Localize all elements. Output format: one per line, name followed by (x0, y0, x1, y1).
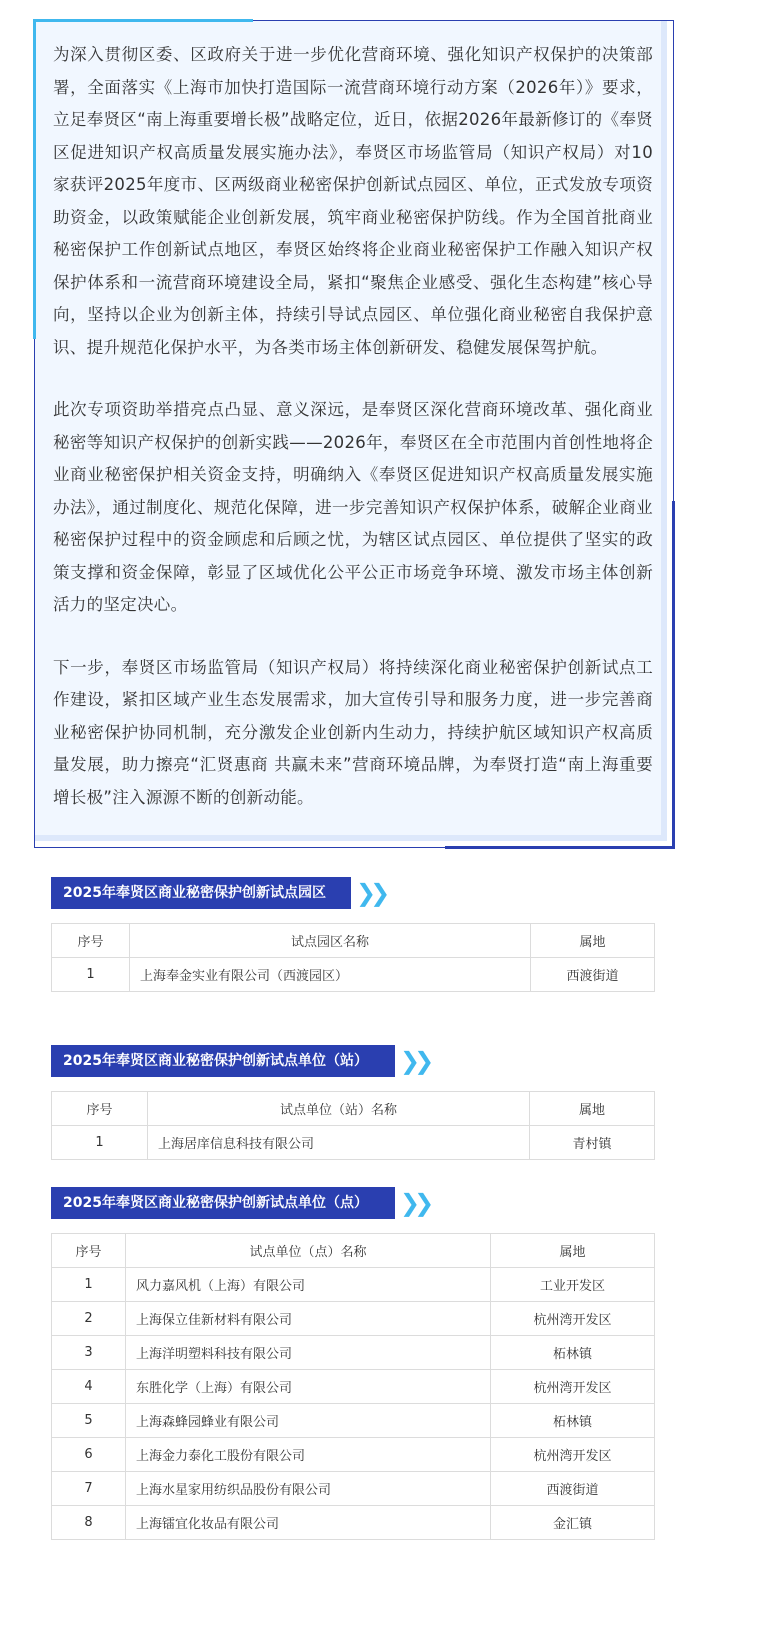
cell-name: 上海奉金实业有限公司（西渡园区） (130, 958, 531, 992)
cell-area: 柘林镇 (491, 1404, 655, 1438)
cell-name: 上海金力泰化工股份有限公司 (126, 1438, 491, 1472)
section-title: 2025年奉贤区商业秘密保护创新试点单位（点） (51, 1187, 395, 1219)
cell-index: 1 (52, 958, 130, 992)
double-chevron-right-icon: ❯❯ (356, 879, 385, 907)
col-header-index: 序号 (52, 924, 130, 958)
table-row (52, 1336, 655, 1370)
table-row (52, 1438, 655, 1472)
article-paragraph: 此次专项资助举措亮点凸显、意义深远，是奉贤区深化营商环境改革、强化商业秘密等知识产权保护的创新实践——2026年，奉贤区在全市范围内首创性地将企业商业秘密保护相关资金支持，明确纳入《奉贤区促进知识产权高质量发展实施办法》，通过制度化、规范化保障，进一步完善知识产权保护体系，破解企业商业秘密保护过程中的资金顾虑和后顾之忧，为辖区试点园区、单位提供了坚实的政策支撑和资金保障，彰显了区域优化公平公正市场竞争环境、激发市场主体创新活力的坚定决心。 (53, 400, 653, 614)
cell-area: 青村镇 (530, 1126, 655, 1160)
table-header-row (52, 1092, 655, 1126)
cell-area: 西渡街道 (491, 1472, 655, 1506)
cell-area: 金汇镇 (491, 1506, 655, 1540)
section-title: 2025年奉贤区商业秘密保护创新试点单位（站） (51, 1045, 395, 1077)
article-body (53, 39, 653, 844)
cell-index: 4 (52, 1370, 126, 1404)
cell-name: 风力嘉风机（上海）有限公司 (126, 1268, 491, 1302)
cell-area: 杭州湾开发区 (491, 1370, 655, 1404)
col-header-area: 属地 (531, 924, 655, 958)
cell-name: 东胜化学（上海）有限公司 (126, 1370, 491, 1404)
cell-name: 上海水星家用纺织品股份有限公司 (126, 1472, 491, 1506)
col-header-name: 试点单位（点）名称 (126, 1234, 491, 1268)
cell-area: 工业开发区 (491, 1268, 655, 1302)
cell-name: 上海居庠信息科技有限公司 (148, 1126, 530, 1160)
table-row (52, 1302, 655, 1336)
decor-line-right (672, 501, 675, 849)
cell-index: 8 (52, 1506, 126, 1540)
cell-index: 1 (52, 1126, 148, 1160)
cell-area: 柘林镇 (491, 1336, 655, 1370)
col-header-area: 属地 (530, 1092, 655, 1126)
station-table (51, 1091, 655, 1160)
cell-index: 5 (52, 1404, 126, 1438)
table-row (52, 1126, 655, 1160)
decor-line-bottom-right (445, 846, 675, 849)
park-table (51, 923, 655, 992)
double-chevron-right-icon: ❯❯ (400, 1047, 429, 1075)
table-row (52, 1404, 655, 1438)
cell-name: 上海保立佳新材料有限公司 (126, 1302, 491, 1336)
point-table (51, 1233, 655, 1540)
cell-index: 1 (52, 1268, 126, 1302)
cell-name: 上海镭宜化妆品有限公司 (126, 1506, 491, 1540)
double-chevron-right-icon: ❯❯ (400, 1189, 429, 1217)
col-header-area: 属地 (491, 1234, 655, 1268)
col-header-index: 序号 (52, 1092, 148, 1126)
col-header-name: 试点园区名称 (130, 924, 531, 958)
col-header-index: 序号 (52, 1234, 126, 1268)
table-row (52, 1506, 655, 1540)
table-row (52, 1370, 655, 1404)
cell-index: 7 (52, 1472, 126, 1506)
cell-name: 上海洋明塑料科技有限公司 (126, 1336, 491, 1370)
cell-name: 上海森蜂园蜂业有限公司 (126, 1404, 491, 1438)
cell-index: 3 (52, 1336, 126, 1370)
cell-area: 杭州湾开发区 (491, 1302, 655, 1336)
cell-index: 2 (52, 1302, 126, 1336)
table-header-row (52, 1234, 655, 1268)
decor-line-left-top (33, 19, 36, 339)
cell-index: 6 (52, 1438, 126, 1472)
table-row (52, 958, 655, 992)
table-row (52, 1268, 655, 1302)
article-panel (34, 20, 674, 848)
cell-area: 西渡街道 (531, 958, 655, 992)
article-paragraph: 下一步，奉贤区市场监管局（知识产权局）将持续深化商业秘密保护创新试点工作建设，紧扣区域产业生态发展需求，加大宣传引导和服务力度，进一步完善商业秘密保护协同机制，充分激发企业创新内生动力，持续护航区域知识产权高质量发展，助力擦亮“汇贤惠商 共赢未来”营商环境品牌，为奉贤打造“南上海重要增长极”注入源源不断的创新动能。 (53, 657, 653, 807)
col-header-name: 试点单位（站）名称 (148, 1092, 530, 1126)
table-row (52, 1472, 655, 1506)
section-title: 2025年奉贤区商业秘密保护创新试点园区 (51, 877, 351, 909)
panel-shadow-right (661, 21, 667, 841)
table-header-row (52, 924, 655, 958)
decor-line-top-left (33, 19, 253, 22)
cell-area: 杭州湾开发区 (491, 1438, 655, 1472)
article-paragraph: 为深入贯彻区委、区政府关于进一步优化营商环境、强化知识产权保护的决策部署，全面落实《上海市加快打造国际一流营商环境行动方案（2026年）》要求，立足奉贤区“南上海重要增长极”战略定位，近日，依据2026年最新修订的《奉贤区促进知识产权高质量发展实施办法》，奉贤区市场监管局（知识产权局）对10家获评2025年度市、区两级商业秘密保护创新试点园区、单位，正式发放专项资助资金，以政策赋能企业创新发展，筑牢商业秘密保护防线。作为全国首批商业秘密保护工作创新试点地区，奉贤区始终将企业商业秘密保护工作融入知识产权保护体系和一流营商环境建设全局，紧扣“聚焦企业感受、强化生态构建”核心导向，坚持以企业为创新主体，持续引导试点园区、单位强化商业秘密自我保护意识、提升规范化保护水平，为各类市场主体创新研发、稳健发展保驾护航。 (53, 45, 653, 357)
